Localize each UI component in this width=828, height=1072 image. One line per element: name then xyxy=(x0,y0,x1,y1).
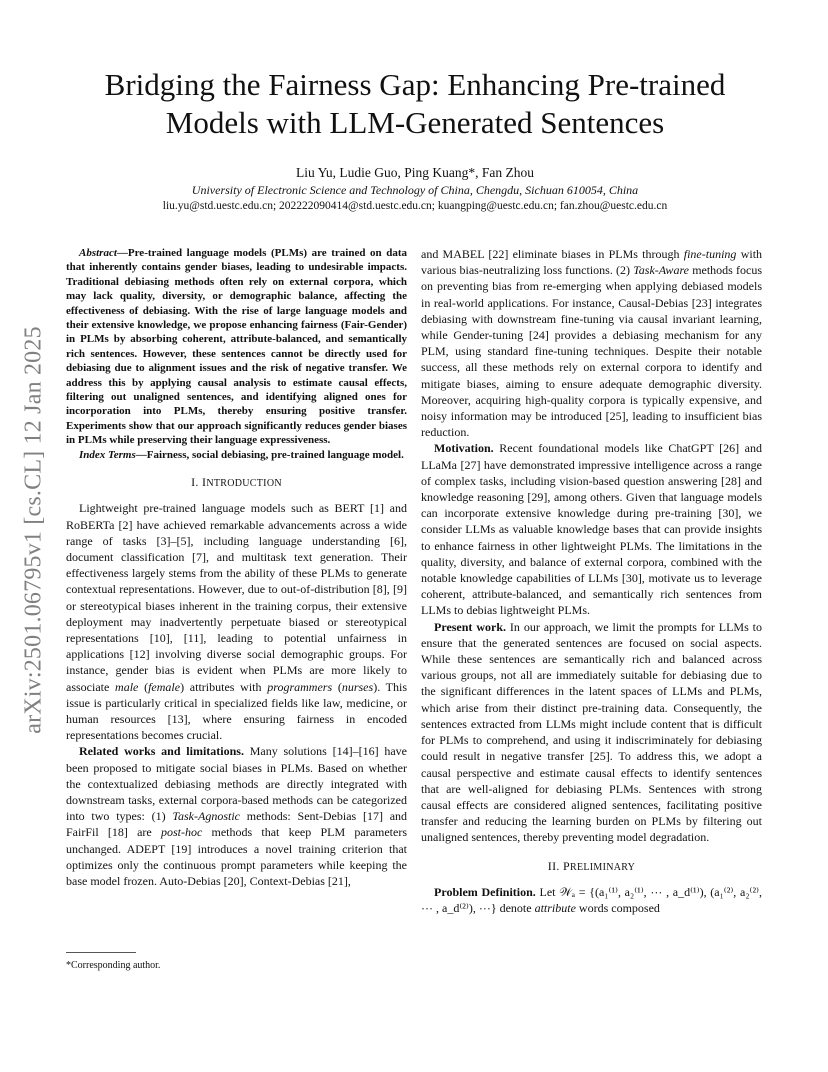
index-terms-text: —Fairness, social debiasing, pre-trained language model. xyxy=(135,448,404,461)
left-column xyxy=(66,246,407,889)
section-heading-introduction: I. INTRODUCTION xyxy=(191,475,282,490)
problem-definition-paragraph: Problem Definition. Let 𝒲ₐ = {(a₁⁽¹⁾, a₂⁽¹⁾, ⋯ , a_d⁽¹⁾), (a₁⁽²⁾, a₂⁽²⁾, ⋯ , a_d⁽²⁾), ⋯} denote attribute words composed xyxy=(421,884,762,915)
right-column xyxy=(421,246,762,916)
section-heading-preliminary: II. PRELIMINARY xyxy=(547,858,636,873)
present-work-paragraph: Present work. In our approach, we limit the prompts for LLMs to ensure that the generated sentences are focused on social aspects. While these sentences are semantically rich and balanced across various groups, not all are immediately suitable for debiasing due to the significant differences in the latent spaces of LLMs and PLMs, which arise from their distinct pre-training data. Consequently, the sentences extracted from LLMs might include content that is difficult for PLMs to comprehend, and using it indiscriminately for debiasing could result in negative transfer [25]. To address this, we adopt a causal perspective and estimate causal effects to identify sentences that are well-aligned for debiasing PLMs. Sentences with strong causal effects are considered aligned sentences, facilitating positive transfer and reducing the learning burden on PLMs by filtering out unaligned sentences, thereby preventing model degradation. xyxy=(421,619,763,845)
motivation-paragraph: Motivation. Recent foundational models like ChatGPT [26] and LLaMa [27] have demonstrated impressive intelligence across a range of complex tasks, including vision-based question answering [28] and knowledge reasoning [29], among others. Given that language models can incorporate extensive knowledge during pre-training [30], we consider LLMs as valuable knowledge bases that can provide insights to enhance fairness in other lightweight PLMs. The limitations in the quality, diversity, and balance of external corpora, combined with the notable knowledge capabilities of LLMs [30], motivate us to leverage coherent, attribute-balanced, and semantically rich sentences from LLMs to debias lightweight PLMs. xyxy=(421,441,762,618)
intro-paragraph-1: Lightweight pre-trained language models such as BERT [1] and RoBERTa [2] have achieved remarkable advancements across a wide range of tasks [3]–[5], including language understanding [6], document classification [7], and multitask text generation. Their effectiveness largely stems from the ability of these PLMs to generate contextual representations. However, due to out-of-distribution [8], [9] or stereotypical biases inherent in the training corpus, their extensive deployment may inadvertently perpetuate biased or stereotypical representations [10], [11], leading to potential unfairness in applications [12] involving diverse social demographic groups. For instance, gender bias is evident when PLMs are more likely to associate male (female) attributes with programmers (nurses). This issue is particularly critical in specialized fields like law, medicine, or human resources [13], where ensuring fairness in encoded representations becomes crucial. xyxy=(66,501,408,743)
abstract-label: Abstract xyxy=(79,247,117,259)
affiliation: University of Electronic Science and Technology of China, Chengdu, Sichuan 610054, China xyxy=(191,183,639,197)
intro-paragraph-related-work: Related works and limitations. Many solutions [14]–[16] have been proposed to mitigate social biases in PLMs. Based on whether the contextualized debiasing methods are directly integrated with downstream tasks, external corpora-based methods can be categorized into two types: (1) Task-Agnostic methods: Sent-Debias [17] and FairFil [18] are post-hoc methods that keep PLM parameters unchanged. ADEPT [19] introduces a novel training criterion that optimizes only the continuous prompt parameters while keeping the base model frozen. Auto-Debias [20], Context-Debias [21], xyxy=(66,744,408,888)
footnote-rule xyxy=(66,952,136,953)
paper-title: Bridging the Fairness Gap: Enhancing Pre-trained Models with LLM-Generated Sentences xyxy=(104,67,726,140)
related-work-continued: and MABEL [22] eliminate biases in PLMs through fine-tuning with various bias-neutralizing loss functions. (2) Task-Aware methods focus on preventing bias from re-emerging when applying debiased models in real-world applications. For instance, Causal-Debias [23] integrates debiasing with downstream fine-tuning via causal invariant learning, while Gender-tuning [24] provides a debiasing mechanism for any PLM, using standard fine-tuning techniques. Despite their notable success, all these methods rely on external corpora to identify and mitigate biases, aiming to ensure adequate demographic diversity. Moreover, acquiring high-quality corpora is typically expensive, and noisy information may be introduced [25], leading to insufficient bias reduction. xyxy=(421,247,763,440)
abstract-text: —Pre-trained language models (PLMs) are trained on data that inherently contains gender biases, leading to undesirable impacts. Traditional debiasing methods often rely on external corpora, which may lack quality, diversity, or demographic balance, affecting the effectiveness of debiasing. With the rise of large language models and their extensive knowledge, we propose enhancing fairness (Fair-Gender) in PLMs by absorbing coherent, attribute-balanced, and semantically rich sentences. However, these sentences cannot be directly used for debiasing due to alignment issues and the risk of negative transfer. We address this by applying causal analysis to estimate causal effects, filtering out unaligned sentences, and identifying aligned ones for incorporation into PLMs, thereby ensuring positive transfer. Experiments show that our approach significantly reduces gender biases in PLMs while preserving their language expressiveness. xyxy=(66,247,407,447)
arxiv-id: arXiv:2501.06795v1 [cs.CL] 12 Jan 2025 xyxy=(20,326,47,734)
author-list: Liu Yu, Ludie Guo, Ping Kuang*, Fan Zhou xyxy=(296,165,534,180)
author-emails: liu.yu@std.uestc.edu.cn; 202222090414@std.uestc.edu.cn; kuangping@uestc.edu.cn; fan.zhou@uestc.edu.cn xyxy=(162,200,668,212)
footnote: *Corresponding author. xyxy=(66,960,161,971)
abstract xyxy=(66,246,407,448)
index-terms xyxy=(66,448,407,462)
arxiv-sidebar xyxy=(14,300,54,760)
index-terms-label: Index Terms xyxy=(79,448,136,461)
